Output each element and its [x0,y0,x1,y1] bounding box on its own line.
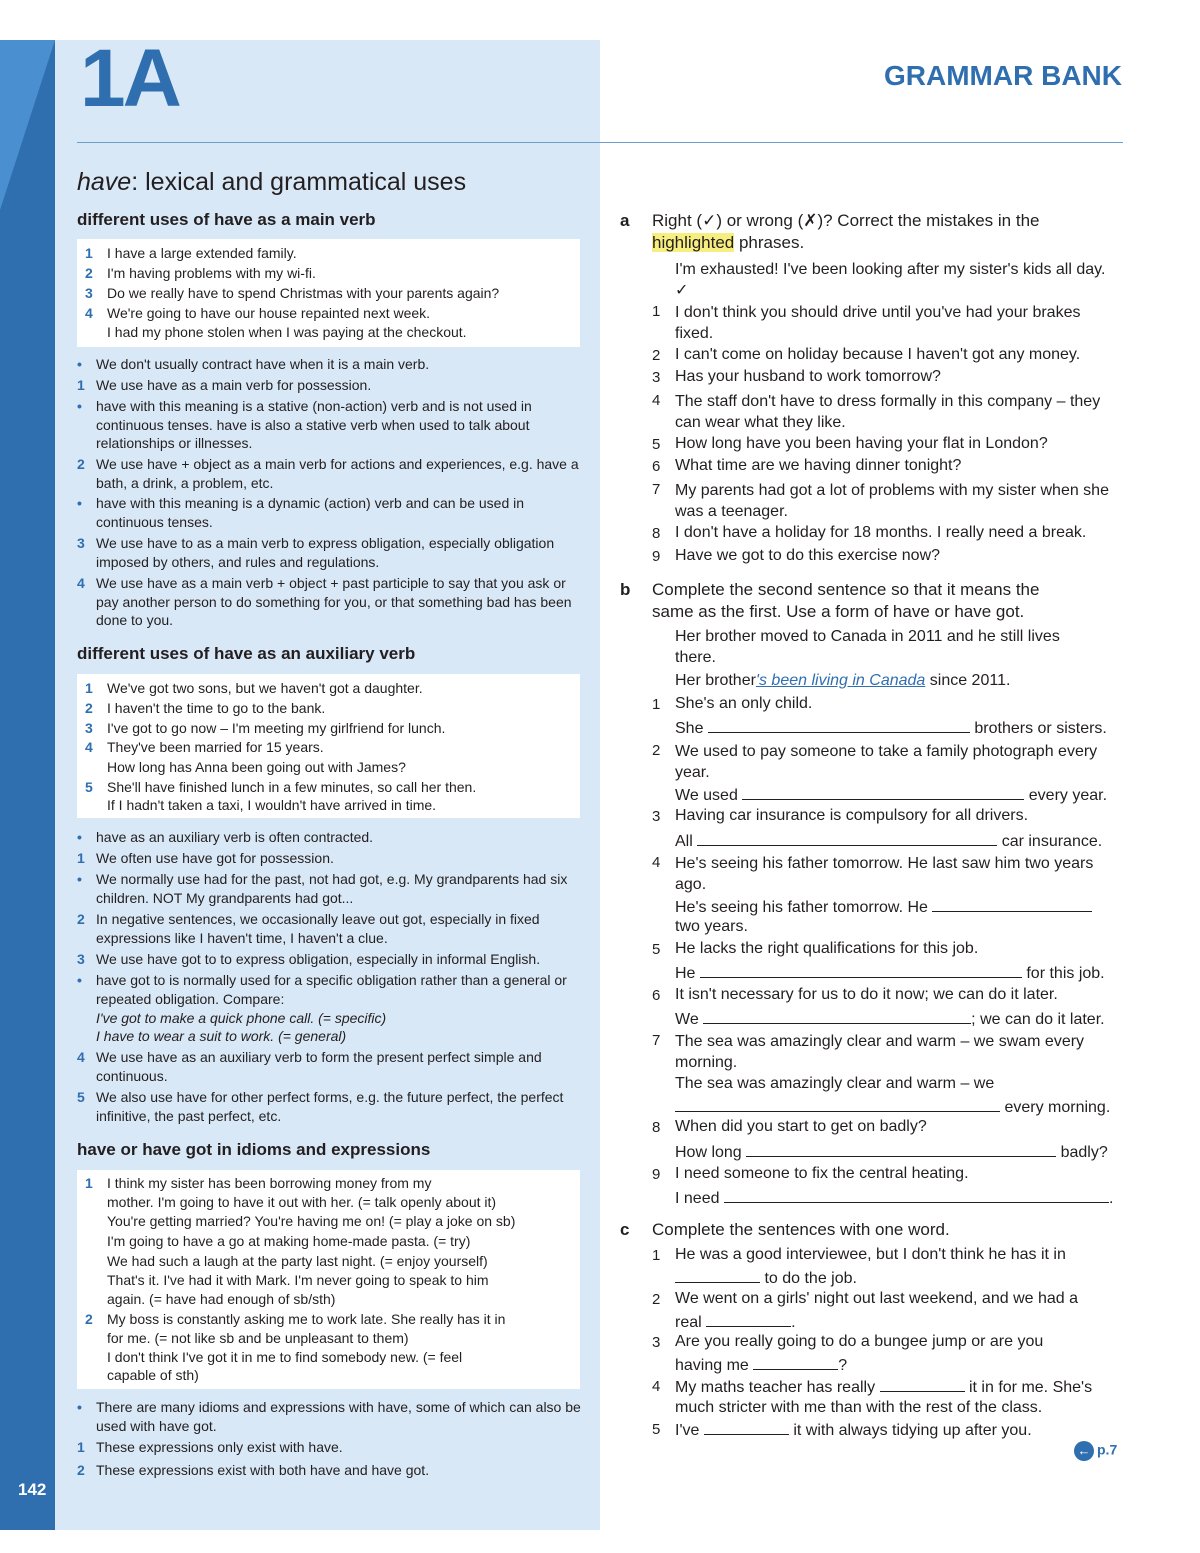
note-item: 4 We use have as a main verb + object + past participle to say that you ask or pay another person to do something for you, or that something bad has been done to you. [77,575,572,628]
answer-blank[interactable] [706,1312,791,1327]
exercise-a-instruction: Right (✓) or wrong (✗)? Correct the mistakes in the [652,211,1040,230]
note-item: • have got to is normally used for a specific obligation rather than a general or repeated obligation. Compare: [77,972,567,1007]
page-number: 142 [18,1480,47,1499]
example-row: You're getting married? You're having me on! (= play a joke on sb) [107,1213,516,1229]
item-number: 2 [652,742,661,759]
answer-blank[interactable] [675,1268,760,1283]
exercise-b-question: He's seeing his father tomorrow. He last saw him two years ago. [675,855,1094,893]
item-number: 8 [652,525,661,542]
exercise-b-example: there. [675,649,716,666]
exercise-b-answer-line: I need . [675,1190,1114,1207]
note-item: • We don't usually contract have when it is a main verb. [77,356,430,372]
exercise-b-answer-line: We used every year. [675,787,1108,804]
exercise-c-item-end: to do the job. [675,1268,857,1288]
example-row: 3 I've got to go now – I'm meeting my girlfriend for lunch. [85,720,446,736]
answer-blank[interactable] [753,1355,838,1370]
note-item: 3 We use have to as a main verb to express obligation, especially obligation imposed by others, and rules and regulations. [77,535,555,570]
exercise-a-item: Have we got to do this exercise now? [675,547,941,564]
exercise-b-question: It isn't necessary for us to do it now; we can do it later. [675,986,1058,1003]
note-item: • have with this meaning is a stative (non-action) verb and is not used in continuous tenses. have is also a stative verb when used to talk about relationships or illnesses. [77,398,532,451]
item-number: 2 [652,347,661,364]
exercise-c-instruction: Complete the sentences with one word. [652,1220,950,1239]
section-title-auxiliary-verb: different uses of have as an auxiliary verb [77,644,416,663]
exercise-c-item: I've it with always tidying up after you. [675,1422,1032,1439]
exercise-a-item: My parents had got a lot of problems with my sister when she was a teenager. [675,482,1109,520]
page-edge-strip [0,40,55,1530]
exercise-b-question: She's an only child. [675,695,813,712]
example-row: 2 I'm having problems with my wi-fi. [85,265,316,281]
note-example: I have to wear a suit to work. (= general) [96,1028,347,1044]
note-item: • have with this meaning is a dynamic (action) verb and can be used in continuous tenses. [77,495,525,530]
item-number: 5 [652,941,661,958]
item-number: 4 [652,854,661,871]
exercise-b-letter: b [620,580,631,599]
page-title [77,168,466,197]
item-number: 4 [652,392,661,409]
exercise-c-letter: c [620,1220,630,1239]
exercise-c-item-end: having me ? [675,1357,848,1374]
page-edge-highlight [0,40,55,210]
arrow-left-icon: ← [1074,1441,1094,1461]
exercise-a-item: What time are we having dinner tonight? [675,457,962,474]
item-number: 3 [652,369,661,386]
item-number: 8 [652,1119,661,1136]
exercise-b-question: I need someone to fix the central heating. [675,1165,969,1182]
example-row: 5 She'll have finished lunch in a few minutes, so call her then. [85,779,477,795]
exercise-b-question: When did you start to get on badly? [675,1118,927,1135]
example-box-idioms [77,1170,580,1389]
example-row: 1 I think my sister has been borrowing money from my [85,1175,432,1191]
exercise-b-answer-line: She brothers or sisters. [675,720,1107,737]
exercise-a-item: How long have you been having your flat in London? [675,435,1048,452]
exercise-a-item: I don't think you should drive until you've had your brakes fixed. [675,304,1081,342]
example-row: I don't think I've got it in me to find somebody new. (= feel [107,1349,463,1365]
back-link[interactable]: ← p.7 [1074,1441,1117,1461]
example-row: If I hadn't taken a taxi, I wouldn't have arrived in time. [107,797,437,813]
section-title-main-verb: different uses of have as a main verb [77,210,376,229]
note-item: 2 In negative sentences, we occasionally leave out got, especially in fixed expressions like I haven't time, I haven't a clue. [77,911,540,946]
example-box-main-verb [77,239,580,347]
exercise-b-answer-line: He's seeing his father tomorrow. He [675,897,1092,917]
exercise-b-answer-line: every morning. [675,1097,1110,1117]
answer-blank[interactable] [746,1142,1056,1157]
exercise-b-answer-line: How long badly? [675,1144,1108,1161]
example-row: We had such a laugh at the party last night. (= enjoy yourself) [107,1253,488,1269]
answer-blank[interactable] [932,897,1092,912]
item-number: 4 [652,1378,661,1395]
answer-blank[interactable] [724,1188,1109,1203]
exercise-b-answer-line: He for this job. [675,965,1105,982]
exercise-a-item: I can't come on holiday because I haven't got any money. [675,346,1081,363]
item-number: 1 [652,303,661,320]
answer-blank[interactable] [703,1009,971,1024]
item-number: 5 [652,1421,661,1438]
exercise-c-item: He was a good interviewee, but I don't think he has it in [675,1246,1066,1263]
answer-blank[interactable] [675,1097,1000,1112]
item-number: 9 [652,1166,661,1183]
section-title-idioms: have or have got in idioms and expressions [77,1140,431,1159]
exercise-b-question: We used to pay someone to take a family photograph every year. [675,743,1098,781]
example-row: I had my phone stolen when I was paying at the checkout. [107,324,467,340]
example-row: again. (= have had enough of sb/sth) [107,1291,336,1307]
item-number: 3 [652,1334,661,1351]
note-item: • We normally use had for the past, not had got, e.g. My grandparents had six children. NOT My grandparents had got... [77,871,568,906]
example-row: for me. (= not like sb and be unpleasant to them) [107,1330,409,1346]
example-row: 4 They've been married for 15 years. [85,739,324,755]
item-number: 7 [652,481,661,498]
note-item: 4 We use have as an auxiliary verb to form the present perfect simple and continuous. [77,1049,542,1084]
exercise-b-answer-line: We ; we can do it later. [675,1011,1105,1028]
header-rule [77,142,1123,143]
item-number: 6 [652,987,661,1004]
answer-blank[interactable] [708,718,970,733]
title-have: have [77,168,132,196]
exercise-c-item-end: real . [675,1314,796,1331]
example-row: That's it. I've had it with Mark. I'm never going to speak to him [107,1272,489,1288]
exercise-b-instruction: Complete the second sentence so that it means the [652,580,1040,599]
note-example: I've got to make a quick phone call. (= specific) [96,1010,387,1026]
note-item: • have as an auxiliary verb is often contracted. [77,829,374,845]
item-number: 9 [652,548,661,565]
exercise-b-example: Her brother moved to Canada in 2011 and he still lives [675,628,1060,645]
item-number: 5 [652,436,661,453]
note-item: 2 We use have + object as a main verb for actions and experiences, e.g. have a bath, a drink, a problem, etc. [77,456,579,491]
note-item: 1 These expressions only exist with have. [77,1439,343,1455]
note-item: 1 We often use have got for possession. [77,850,334,866]
note-item: 1 We use have as a main verb for possession. [77,377,372,393]
exercise-b-question: He lacks the right qualifications for this job. [675,940,979,957]
exercise-b-answer-line-end: two years. [675,918,748,935]
example-row: I'm going to have a go at making home-made pasta. (= try) [107,1233,471,1249]
exercise-b-question: Having car insurance is compulsory for all drivers. [675,807,1029,824]
example-row: How long has Anna been going out with James? [107,759,406,775]
example-row: mother. I'm going to have it out with her. (= talk openly about it) [107,1194,497,1210]
exercise-b-instruction-2: same as the first. Use a form of have or have got. [652,602,1025,621]
example-row: 4 We're going to have our house repainted next week. [85,305,431,321]
exercise-a-item: The staff don't have to dress formally in this company – they can wear what they like. [675,393,1101,431]
item-number: 1 [652,1247,661,1264]
exercise-a-example: I'm exhausted! I've been looking after my sister's kids all day. ✓ [675,261,1106,299]
exercise-b-example-answer: Her brother's been living in Canada since 2011. [675,672,1011,689]
exercise-a-item: I don't have a holiday for 18 months. I really need a break. [675,524,1087,541]
unit-number: 1A [80,33,179,124]
answer-blank[interactable] [880,1377,965,1392]
exercise-a-letter: a [620,211,630,230]
exercise-b-answer-line: The sea was amazingly clear and warm – we [675,1075,995,1092]
answer-blank[interactable] [700,963,1022,978]
example-row: 1 We've got two sons, but we haven't got a daughter. [85,680,423,696]
exercise-b-answer-line: All car insurance. [675,833,1103,850]
example-row: 2 My boss is constantly asking me to work late. She really has it in [85,1311,506,1327]
item-number: 1 [652,696,661,713]
exercise-c-item: Are you really going to do a bungee jump or are you [675,1333,1044,1350]
note-item: • There are many idioms and expressions with have, some of which can also be used with have got. [77,1399,581,1434]
item-number: 6 [652,458,661,475]
item-number: 2 [652,1291,661,1308]
grammar-bank-heading: GRAMMAR BANK [884,60,1122,91]
example-row: capable of sth) [107,1367,199,1383]
title-rest: : lexical and grammatical uses [131,168,467,196]
example-row: 1 I have a large extended family. [85,245,297,261]
item-number: 3 [652,808,661,825]
example-box-auxiliary [77,674,580,818]
item-number: 7 [652,1032,661,1049]
example-row: 3 Do we really have to spend Christmas with your parents again? [85,285,500,301]
exercise-c-item: We went on a girls' night out last weekend, and we had a [675,1290,1079,1307]
note-item: 2 These expressions exist with both have and have got. [77,1462,430,1478]
exercise-c-item: My maths teacher has really it in for me. She's much stricter with me than with the rest of the class. [675,1379,1093,1416]
answer-blank[interactable] [704,1420,789,1435]
exercise-a-item: Has your husband to work tomorrow? [675,368,941,385]
answer-blank[interactable] [742,785,1024,800]
example-row: 2 I haven't the time to go to the bank. [85,700,326,716]
exercise-b-question: The sea was amazingly clear and warm – we swam every morning. [675,1033,1085,1071]
note-item: 3 We use have got to to express obligation, especially in informal English. [77,951,541,967]
exercise-a-instruction-2: highlighted phrases. [652,233,805,252]
answer-blank[interactable] [697,831,997,846]
note-item: 5 We also use have for other perfect forms, e.g. the future perfect, the perfect infinitive, the past perfect, etc. [77,1089,564,1124]
